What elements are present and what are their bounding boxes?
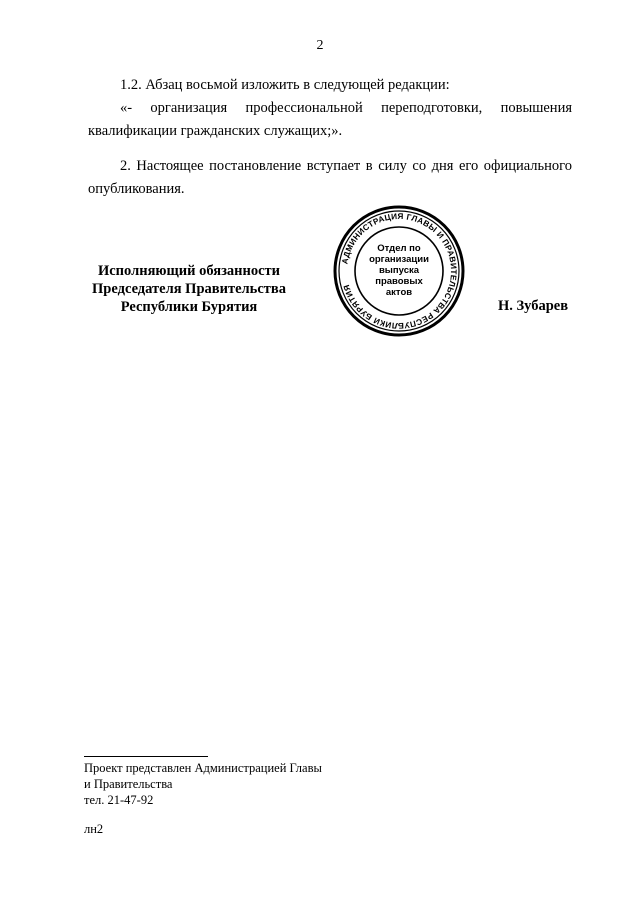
footer-line-1: Проект представлен Администрацией Главы bbox=[84, 761, 322, 775]
signatory-title bbox=[80, 262, 298, 316]
stamp-ring-text: АДМИНИСТРАЦИЯ ГЛАВЫ И ПРАВИТЕЛЬСТВА РЕСПУБЛИКИ БУРЯТИЯ bbox=[340, 211, 459, 331]
official-stamp bbox=[332, 204, 466, 338]
signatory-title-line-3: Республики Бурятия bbox=[120, 299, 258, 315]
signatory-name: Н. Зубарев bbox=[498, 298, 569, 314]
document-code: лн2 bbox=[84, 822, 104, 836]
page-number: 2 bbox=[316, 38, 324, 53]
stamp-center-line-5: актов bbox=[385, 287, 413, 298]
stamp-center-line-4: правовых bbox=[375, 276, 423, 287]
signatory-title-line-2: Председателя Правительства bbox=[92, 281, 286, 297]
footer-note bbox=[84, 760, 322, 808]
stamp-center-line-2: организации bbox=[369, 254, 429, 265]
stamp-center-line-3: выпуска bbox=[378, 265, 420, 276]
paragraph-2: 2. Настоящее постановление вступает в силу со дня его официального опубликования. bbox=[88, 158, 572, 197]
stamp-center-line-1: Отдел по bbox=[377, 243, 421, 254]
footer-divider bbox=[84, 756, 208, 757]
footer-phone: тел. 21-47-92 bbox=[84, 793, 154, 807]
paragraph-1-2-heading: 1.2. Абзац восьмой изложить в следующей редакции: bbox=[120, 77, 450, 93]
paragraph-1-2-quote: «- организация профессиональной переподготовки, повышения квалификации гражданских служащих;». bbox=[88, 100, 572, 139]
signatory-title-line-1: Исполняющий обязанности bbox=[97, 263, 281, 279]
footer-line-2: и Правительства bbox=[84, 777, 173, 791]
